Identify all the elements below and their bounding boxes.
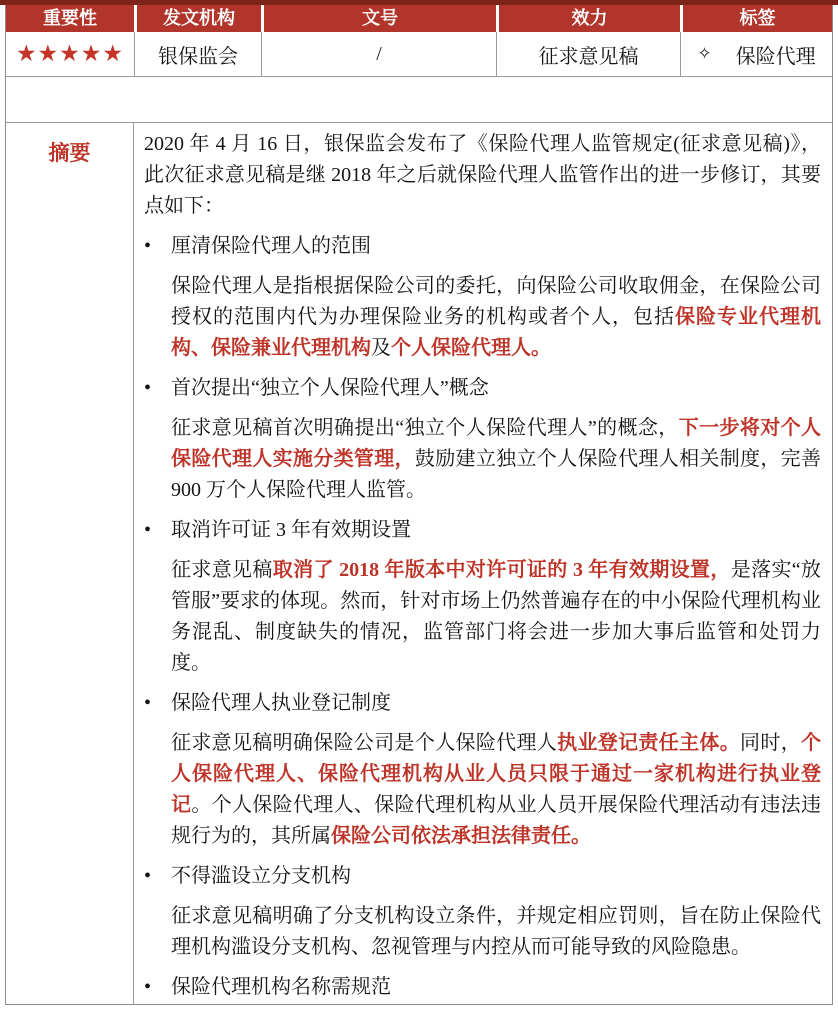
summary-intro-paragraph: 2020 年 4 月 16 日，银保监会发布了《保险代理人监管规定(征求意见稿)》，此次征求意见稿是继 2018 年之后就保险代理人监管作出的进一步修订，其要点如下： (144, 133, 821, 217)
bullet-marker: • (144, 377, 152, 399)
summary-row (6, 123, 832, 1005)
header-cell-agency: 发文机构 (134, 5, 261, 32)
bullet-marker: • (144, 976, 152, 998)
bullet-paragraph: 征求意见稿明确保险公司是个人保险代理人执业登记责任主体。同时，个人保险代理人、保险代理机构从业人员只限于通过一家机构进行执业登记。个人保险代理人、保险代理机构从业人员开展保险代理活动有违法违规行为的，其所属保险公司依法承担法律责任。 (171, 732, 822, 847)
five-star-rating: ★★★★★ (15, 41, 125, 67)
bullet-title: 厘清保险代理人的范围 (171, 235, 371, 257)
importance-cell (6, 32, 134, 76)
summary-bullet (144, 972, 821, 1003)
effect-cell: 征求意见稿 (496, 32, 680, 76)
bullet-marker: • (144, 865, 152, 887)
bullet-paragraph: 征求意见稿明确了分支机构设立条件，并规定相应罚则，旨在防止保险代理机构滥设分支机构、忽视管理与内控从而可能导致的风险隐患。 (171, 905, 821, 958)
header-cell-importance: 重要性 (6, 5, 134, 32)
doc-number-cell: / (261, 32, 496, 76)
bullet-title: 取消许可证 3 年有效期设置 (171, 519, 411, 541)
regulation-brief-table (5, 5, 833, 1005)
bullet-paragraph: 征求意见稿首次明确提出“独立个人保险代理人”的概念，下一步将对个人保险代理人实施分类管理，鼓励建立独立个人保险代理人相关制度，完善 900 万个人保险代理人监管。 (171, 417, 822, 501)
bullet-marker: • (144, 692, 152, 714)
table-header-row (6, 5, 832, 32)
tag-cell (680, 32, 832, 76)
summary-label: 摘要 (48, 141, 91, 165)
summary-bullet (144, 373, 821, 506)
summary-content-cell (134, 123, 832, 1005)
bullet-title: 首次提出“独立个人保险代理人”概念 (171, 377, 489, 399)
bullet-paragraph: 征求意见稿取消了 2018 年版本中对许可证的 3 年有效期设置，是落实“放管服”要求的体现。然而，针对市场上仍然普遍存在的中小保险代理机构业务混乱、制度缺失的情况，监管部门将会进一步加大事后监管和处罚力度。 (171, 559, 822, 674)
summary-bullet (144, 688, 821, 852)
bullet-paragraph: 保险代理人是指根据保险公司的委托，向保险公司收取佣金，在保险公司授权的范围内代为办理保险业务的机构或者个人，包括保险专业代理机构、保险兼业代理机构及个人保险代理人。 (171, 275, 821, 359)
four-pointed-star-icon: ✧ (697, 44, 712, 63)
header-cell-tag: 标签 (680, 5, 832, 32)
tag-label: 保险代理 (735, 45, 816, 68)
summary-bullet (144, 515, 821, 679)
agency-cell: 银保监会 (134, 32, 261, 76)
table-meta-row (6, 32, 832, 77)
bullet-title: 不得滥设立分支机构 (171, 865, 351, 887)
header-cell-doc-number: 文号 (261, 5, 496, 32)
summary-label-cell (6, 123, 134, 1005)
empty-spacer-row (6, 77, 832, 123)
bullet-title: 保险代理机构名称需规范 (171, 976, 391, 998)
summary-bullet (144, 861, 821, 963)
summary-bullet (144, 231, 821, 364)
bullet-marker: • (144, 235, 152, 257)
bullet-title: 保险代理人执业登记制度 (171, 692, 391, 714)
bullet-marker: • (144, 519, 152, 541)
header-cell-effect: 效力 (496, 5, 680, 32)
